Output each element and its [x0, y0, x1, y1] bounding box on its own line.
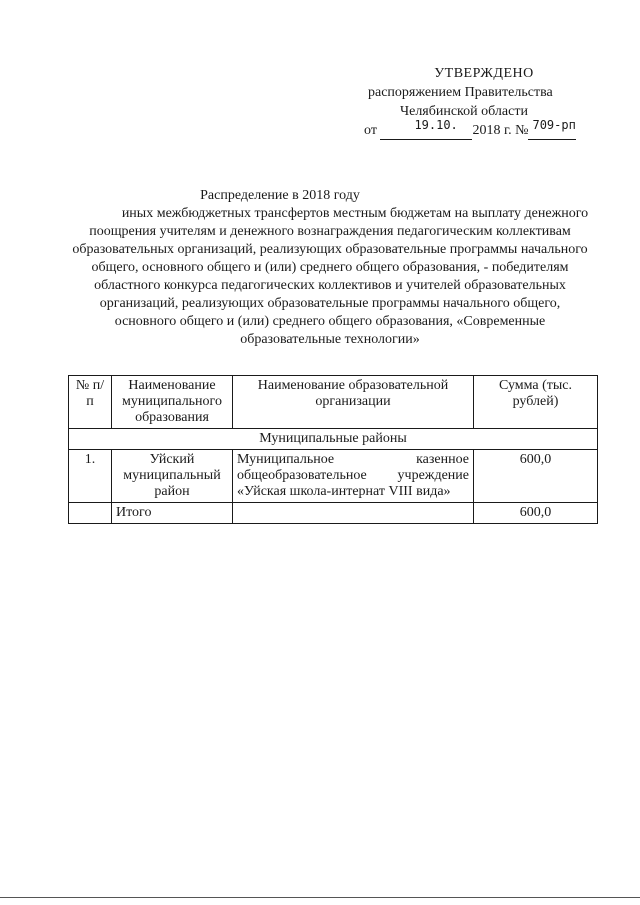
total-label: Итого: [112, 503, 233, 524]
title-heading: Распределение в 2018 году: [200, 188, 360, 203]
distribution-table: [68, 375, 598, 524]
row-sum: 600,0: [474, 450, 598, 503]
total-number-cell: [69, 503, 112, 524]
approval-issuer: распоряжением Правительства: [368, 85, 553, 100]
date-value: 19.10.: [414, 118, 458, 132]
row-municipality: Уйский муниципальный район: [112, 450, 233, 503]
date-prefix: от: [364, 123, 377, 138]
table-total-row: [69, 503, 598, 524]
row-number: 1.: [69, 450, 112, 503]
title-body: иных межбюджетных трансфертов местным бюджетам на выплату денежного поощрения учителям и денежного вознаграждения педагогическим коллективам образовательных организаций, реализующих образовательные программы начального общего, основного общего и (или) среднего общего образования, - победителям областного конкурса педагогических коллективов и учителей образовательных организаций, реализующих образовательные программы начального общего, основного общего и (или) среднего общего образования, «Современные образовательные технологии»: [72, 206, 589, 347]
table-row: [69, 450, 598, 503]
number-value: 709-рп: [532, 118, 576, 132]
header-sum: Сумма (тыс. рублей): [474, 376, 598, 429]
row-organization: Муниципальное казенное общеобразовательное учреждение «Уйская школа-интернат VIII вида»: [233, 450, 474, 503]
number-blank: [528, 118, 576, 140]
header-organization: Наименование образовательной организации: [233, 376, 474, 429]
date-blank: [380, 118, 472, 140]
year-text: 2018 г. №: [472, 123, 529, 138]
page-bottom-rule: [0, 897, 640, 898]
table-header-row: [69, 376, 598, 429]
section-label: Муниципальные районы: [69, 429, 598, 450]
header-municipality: Наименование муниципального образования: [112, 376, 233, 429]
table-section-row: [69, 429, 598, 450]
approval-date-line: [340, 118, 600, 140]
approval-stamp: УТВЕРЖДЕНО: [434, 66, 534, 81]
document-title: [70, 187, 590, 349]
header-number: № п/п: [69, 376, 112, 429]
approval-region: Челябинской области: [400, 104, 528, 119]
approval-block: [340, 64, 600, 140]
total-organization-cell: [233, 503, 474, 524]
total-value: 600,0: [474, 503, 598, 524]
